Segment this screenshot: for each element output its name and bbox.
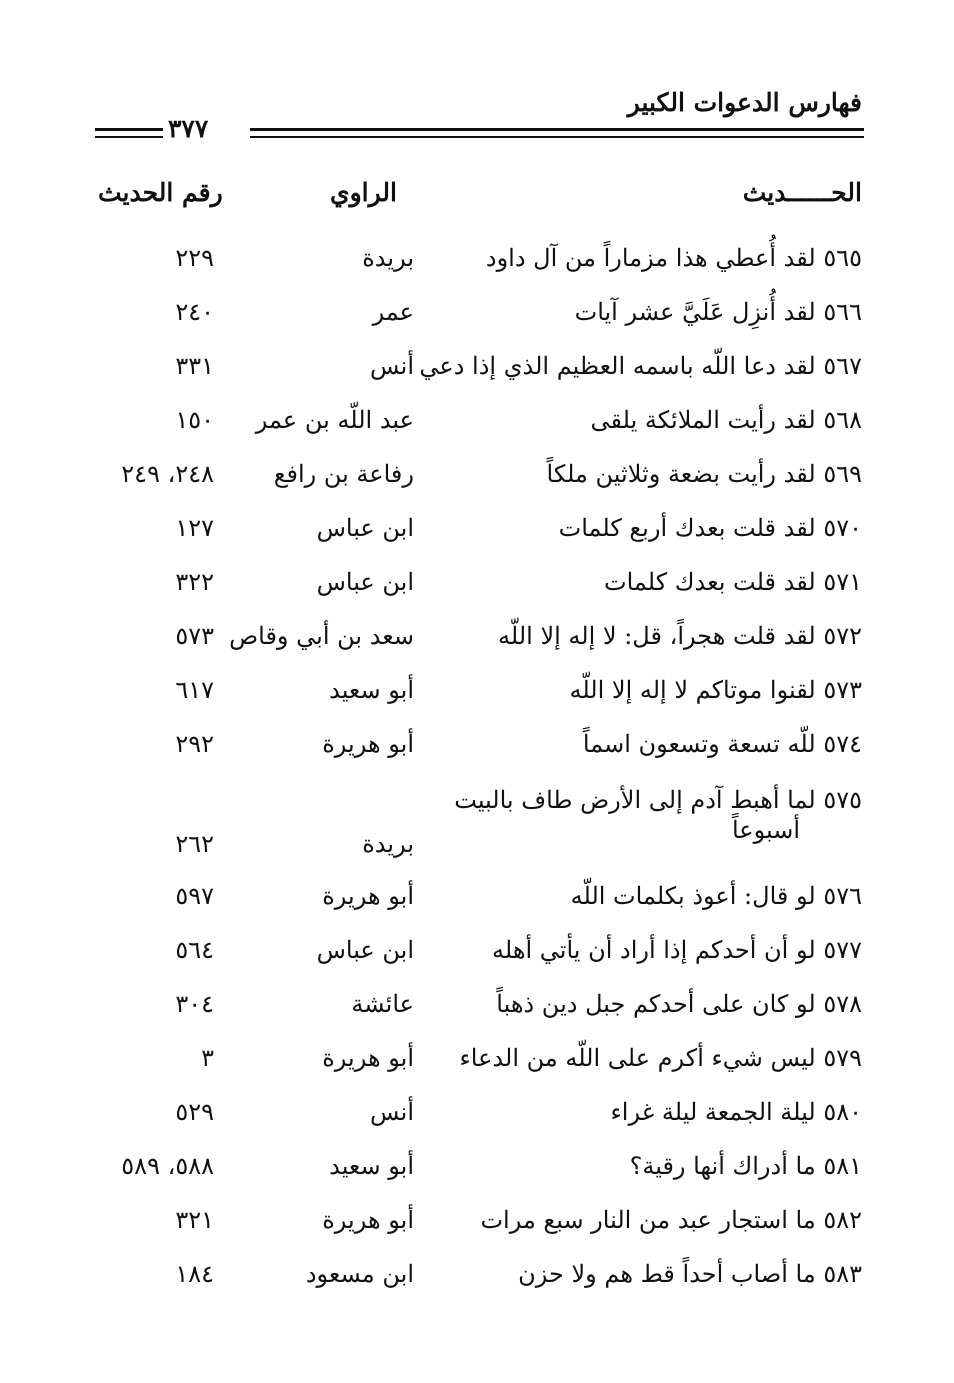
hadith-reference-number: ٥٢٩ xyxy=(175,1098,214,1126)
hadith-opening: ما أدراك أنها رقية؟ xyxy=(629,1152,816,1180)
narrator: بريدة xyxy=(362,830,414,858)
hadith-text xyxy=(518,1260,862,1288)
entry-number: ٥٦٧ xyxy=(823,352,862,380)
running-title: فهارس الدعوات الكبير xyxy=(627,88,862,117)
index-row xyxy=(0,675,954,729)
hadith-opening: ليس شيء أكرم على اللّه من الدعاء xyxy=(459,1044,816,1072)
index-row xyxy=(0,243,954,297)
index-row xyxy=(0,729,954,783)
hadith-text xyxy=(575,298,862,326)
index-row xyxy=(0,1097,954,1151)
hadith-opening: ما أصاب أحداً قط هم ولا حزن xyxy=(518,1260,816,1288)
narrator: أبو هريرة xyxy=(322,730,414,758)
narrator: عمر xyxy=(372,298,414,326)
hadith-reference-number: ١٢٧ xyxy=(175,514,214,542)
hadith-entry xyxy=(575,297,862,327)
hadith-entry xyxy=(559,513,862,543)
index-row xyxy=(0,989,954,1043)
hadith-entry xyxy=(454,785,862,845)
hadith-text xyxy=(480,1206,862,1234)
narrator: ابن عباس xyxy=(316,936,414,964)
hadith-text xyxy=(591,406,863,434)
hadith-entry xyxy=(591,405,863,435)
hadith-text xyxy=(459,1044,862,1072)
hadith-opening: لقد أُعطي هذا مزماراً من آل داود xyxy=(485,244,816,272)
hadith-opening: لقد دعا اللّه باسمه العظيم الذي إذا دعي xyxy=(419,352,816,380)
hadith-text xyxy=(569,676,862,704)
entry-number: ٥٦٥ xyxy=(823,244,862,272)
index-row xyxy=(0,881,954,935)
index-row xyxy=(0,1151,954,1205)
hadith-reference-number: ٣٠٤ xyxy=(175,990,214,1018)
hadith-entry xyxy=(419,351,862,381)
hadith-reference-number: ١٥٠ xyxy=(175,406,214,434)
entry-number: ٥٦٨ xyxy=(823,406,862,434)
narrator: سعد بن أبي وقاص xyxy=(229,622,414,650)
hadith-text xyxy=(492,936,862,964)
entry-number: ٥٧١ xyxy=(823,568,862,596)
hadith-text xyxy=(498,622,862,650)
narrator: ابن مسعود xyxy=(305,1260,414,1288)
hadith-entry xyxy=(492,935,862,965)
hadith-entry xyxy=(604,567,862,597)
hadith-text xyxy=(611,1098,862,1126)
hadith-opening: لقنوا موتاكم لا إله إلا اللّه xyxy=(569,676,816,704)
index-row xyxy=(0,785,954,858)
index-row xyxy=(0,621,954,675)
narrator: ابن عباس xyxy=(316,568,414,596)
hadith-opening: لو كان على أحدكم جبل دين ذهباً xyxy=(496,990,816,1018)
page-number: ٣٧٧ xyxy=(168,114,209,143)
hadith-entry xyxy=(583,729,862,759)
hadith-text xyxy=(486,244,862,272)
hadith-opening: لقد أُنزِل عَلَيَّ عشر آيات xyxy=(574,298,816,326)
index-row xyxy=(0,351,954,405)
hadith-opening: ليلة الجمعة ليلة غراء xyxy=(610,1098,816,1126)
entry-number: ٥٧٥ xyxy=(823,786,862,814)
hadith-text xyxy=(419,352,862,380)
column-heading-narrator: الراوي xyxy=(330,178,397,207)
narrator: أنس xyxy=(370,352,414,380)
hadith-reference-number: ٣٢٢ xyxy=(175,568,214,596)
entry-number: ٥٧٢ xyxy=(823,622,862,650)
hadith-reference-number: ٣ xyxy=(201,1044,214,1072)
entry-number: ٥٨١ xyxy=(823,1152,862,1180)
index-row xyxy=(0,567,954,621)
entry-number: ٥٦٩ xyxy=(823,460,862,488)
hadith-entry xyxy=(630,1151,862,1181)
hadith-reference-number: ٣٣١ xyxy=(175,352,214,380)
index-row xyxy=(0,935,954,989)
hadith-text xyxy=(547,460,862,488)
hadith-text xyxy=(454,786,862,814)
index-row xyxy=(0,405,954,459)
hadith-opening: لقد رأيت الملائكة يلقى xyxy=(590,406,816,434)
hadith-text xyxy=(583,730,862,758)
hadith-reference-number: ٥٦٤ xyxy=(175,936,214,964)
entry-number: ٥٧٦ xyxy=(823,882,862,910)
hadith-text xyxy=(496,990,862,1018)
entry-number: ٥٧٤ xyxy=(823,730,862,758)
narrator: أبو سعيد xyxy=(329,676,414,704)
narrator: بريدة xyxy=(362,244,414,272)
narrator: أبو هريرة xyxy=(322,1206,414,1234)
hadith-reference-number: ٢٩٢ xyxy=(175,730,214,758)
index-row xyxy=(0,513,954,567)
hadith-text xyxy=(559,514,862,542)
hadith-opening: لقد قلت بعدك كلمات xyxy=(603,568,816,596)
entry-number: ٥٨٣ xyxy=(823,1260,862,1288)
hadith-opening: للّه تسعة وتسعون اسماً xyxy=(582,730,816,758)
narrator: ابن عباس xyxy=(316,514,414,542)
entry-number: ٥٧٨ xyxy=(823,990,862,1018)
hadith-entry xyxy=(518,1259,862,1289)
hadith-entry xyxy=(498,621,862,651)
entry-number: ٥٧٠ xyxy=(823,514,862,542)
column-heading-hadith-number: رقم الحديث xyxy=(98,178,223,207)
index-row xyxy=(0,297,954,351)
hadith-entry xyxy=(571,881,862,911)
hadith-opening: لو أن أحدكم إذا أراد أن يأتي أهله xyxy=(492,936,816,964)
narrator: رفاعة بن رافع xyxy=(273,460,414,488)
entry-number: ٥٧٧ xyxy=(823,936,862,964)
hadith-text xyxy=(571,882,862,910)
hadith-entry xyxy=(480,1205,862,1235)
hadith-entry xyxy=(547,459,862,489)
narrator: أبو هريرة xyxy=(322,1044,414,1072)
hadith-text xyxy=(604,568,862,596)
hadith-reference-number: ٢٦٢ xyxy=(175,830,214,858)
entry-number: ٥٨٢ xyxy=(823,1206,862,1234)
hadith-entry xyxy=(496,989,862,1019)
hadith-reference-number: ٥٩٧ xyxy=(175,882,214,910)
hadith-entry xyxy=(486,243,862,273)
narrator: أبو هريرة xyxy=(322,882,414,910)
hadith-opening: لقد قلت بعدك أربع كلمات xyxy=(558,514,816,542)
hadith-text-continuation: أسبوعاً xyxy=(731,816,800,844)
column-heading-hadith: الحــــــديث xyxy=(742,178,862,207)
narrator: أبو سعيد xyxy=(329,1152,414,1180)
hadith-reference-number: ٥٨٨، ٥٨٩ xyxy=(121,1152,214,1180)
hadith-reference-number: ٥٧٣ xyxy=(175,622,214,650)
hadith-opening: لقد رأيت بضعة وثلاثين ملكاً xyxy=(546,460,816,488)
hadith-entry xyxy=(611,1097,862,1127)
entry-number: ٥٧٩ xyxy=(823,1044,862,1072)
hadith-reference-number: ٢٢٩ xyxy=(175,244,214,272)
index-row xyxy=(0,1043,954,1097)
index-row xyxy=(0,459,954,513)
entry-number: ٥٦٦ xyxy=(823,298,862,326)
index-row xyxy=(0,1205,954,1259)
hadith-reference-number: ٣٢١ xyxy=(175,1206,214,1234)
hadith-opening: ما استجار عبد من النار سبع مرات xyxy=(480,1206,816,1234)
hadith-entry xyxy=(459,1043,862,1073)
hadith-opening: لقد قلت هجراً، قل: لا إله إلا اللّه xyxy=(498,622,816,650)
hadith-text xyxy=(630,1152,862,1180)
hadith-opening: لو قال: أعوذ بكلمات اللّه xyxy=(570,882,816,910)
hadith-opening: لما أهبط آدم إلى الأرض طاف بالبيت xyxy=(454,786,816,814)
narrator: أنس xyxy=(370,1098,414,1126)
hadith-reference-number: ٢٤٠ xyxy=(175,298,214,326)
narrator: عائشة xyxy=(351,990,414,1018)
hadith-reference-number: ١٨٤ xyxy=(175,1260,214,1288)
index-row xyxy=(0,1259,954,1313)
narrator: عبد اللّه بن عمر xyxy=(255,406,414,434)
entry-number: ٥٨٠ xyxy=(823,1098,862,1126)
hadith-reference-number: ٢٤٨، ٢٤٩ xyxy=(121,460,214,488)
hadith-entry xyxy=(569,675,862,705)
hadith-reference-number: ٦١٧ xyxy=(175,676,214,704)
entry-number: ٥٧٣ xyxy=(823,676,862,704)
